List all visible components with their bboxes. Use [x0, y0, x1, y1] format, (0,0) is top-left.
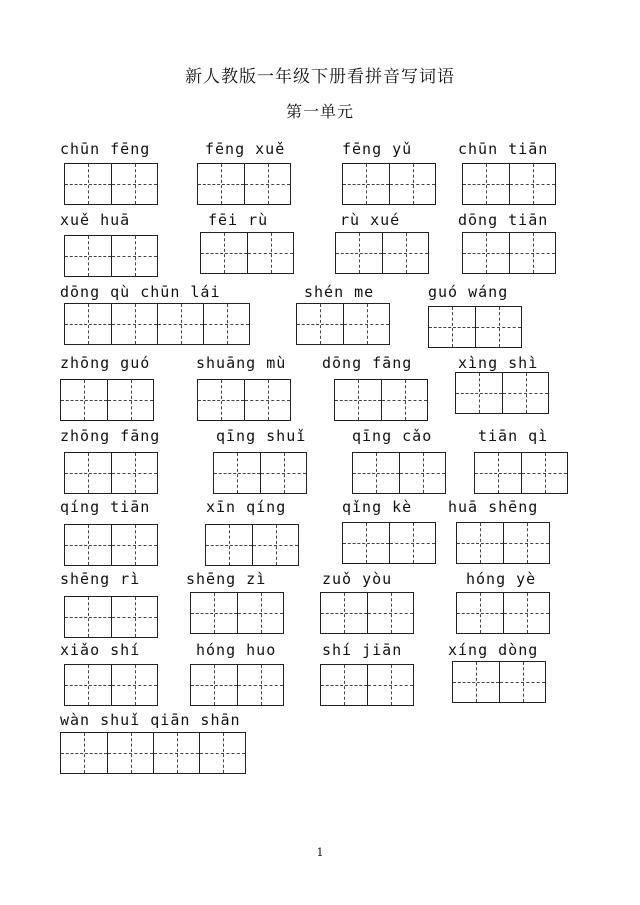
pinyin-label: xíng dòng — [448, 641, 539, 659]
writing-cell[interactable] — [191, 665, 237, 705]
writing-grid[interactable] — [462, 163, 556, 205]
writing-cell[interactable] — [457, 523, 503, 563]
writing-grid[interactable] — [64, 163, 158, 205]
writing-cell[interactable] — [475, 307, 521, 347]
writing-cell[interactable] — [389, 523, 435, 563]
writing-cell[interactable] — [502, 373, 548, 413]
pinyin-label: qīng cǎo — [352, 427, 433, 445]
pinyin-label: dōng fāng — [322, 354, 413, 372]
writing-grid[interactable] — [64, 664, 158, 706]
document-title: 新人教版一年级下册看拼音写词语 — [185, 67, 455, 87]
writing-grid[interactable] — [296, 303, 390, 345]
pinyin-label: xiǎo shí — [60, 641, 141, 659]
writing-cell[interactable] — [244, 164, 290, 204]
writing-grid[interactable] — [64, 524, 158, 566]
writing-cell[interactable] — [111, 665, 157, 705]
writing-grid[interactable] — [190, 664, 284, 706]
writing-cell[interactable] — [503, 523, 549, 563]
writing-cell[interactable] — [456, 373, 502, 413]
pinyin-label: tiān qì — [478, 427, 549, 445]
writing-cell[interactable] — [247, 233, 293, 273]
pinyin-label: shí jiān — [322, 641, 403, 659]
writing-cell[interactable] — [503, 593, 549, 633]
pinyin-label: guó wáng — [428, 283, 509, 301]
writing-cell[interactable] — [367, 593, 413, 633]
writing-cell[interactable] — [353, 453, 399, 493]
writing-grid[interactable] — [197, 379, 291, 421]
pinyin-label: shén me — [304, 283, 375, 301]
pinyin-label: hóng huo — [196, 641, 277, 659]
writing-cell[interactable] — [111, 525, 157, 565]
writing-grid[interactable] — [428, 306, 522, 348]
pinyin-label: huā shēng — [448, 498, 539, 516]
writing-cell[interactable] — [381, 380, 427, 420]
writing-cell[interactable] — [65, 665, 111, 705]
writing-cell[interactable] — [198, 380, 244, 420]
writing-cell[interactable] — [65, 597, 111, 637]
writing-cell[interactable] — [252, 525, 298, 565]
writing-cell[interactable] — [343, 164, 389, 204]
writing-cell[interactable] — [336, 233, 382, 273]
writing-cell[interactable] — [260, 453, 306, 493]
writing-grid[interactable] — [342, 163, 436, 205]
writing-cell[interactable] — [111, 453, 157, 493]
pinyin-label: zhōng fāng — [60, 427, 161, 445]
writing-grid[interactable] — [320, 664, 414, 706]
writing-cell[interactable] — [509, 233, 555, 273]
pinyin-label: fēng yǔ — [342, 140, 413, 158]
writing-cell[interactable] — [521, 453, 567, 493]
writing-cell[interactable] — [199, 733, 245, 773]
writing-cell[interactable] — [65, 164, 111, 204]
writing-grid[interactable] — [60, 379, 154, 421]
writing-grid[interactable] — [64, 452, 158, 494]
pinyin-label: xìng shì — [458, 354, 539, 372]
writing-grid[interactable] — [352, 452, 446, 494]
pinyin-label: rù xué — [340, 211, 401, 229]
writing-cell[interactable] — [389, 164, 435, 204]
writing-grid[interactable] — [455, 372, 549, 414]
writing-cell[interactable] — [61, 380, 107, 420]
writing-cell[interactable] — [453, 662, 499, 702]
writing-cell[interactable] — [157, 304, 203, 344]
writing-grid[interactable] — [190, 592, 284, 634]
writing-cell[interactable] — [457, 593, 503, 633]
writing-cell[interactable] — [382, 233, 428, 273]
writing-cell[interactable] — [244, 380, 290, 420]
writing-cell[interactable] — [206, 525, 252, 565]
pinyin-label: dōng tiān — [458, 211, 549, 229]
writing-grid[interactable] — [213, 452, 307, 494]
pinyin-label: zhōng guó — [60, 354, 151, 372]
writing-grid[interactable] — [64, 303, 250, 345]
pinyin-label: xīn qíng — [206, 498, 287, 516]
pinyin-label: wàn shuǐ qiān shān — [60, 711, 241, 729]
writing-cell[interactable] — [343, 304, 389, 344]
writing-grid[interactable] — [200, 232, 294, 274]
writing-grid[interactable] — [60, 732, 246, 774]
pinyin-label: shēng zì — [186, 570, 267, 588]
writing-grid[interactable] — [474, 452, 568, 494]
writing-cell[interactable] — [343, 523, 389, 563]
writing-cell[interactable] — [203, 304, 249, 344]
writing-grid[interactable] — [64, 596, 158, 638]
pinyin-label: qīng shuǐ — [216, 427, 307, 445]
writing-grid[interactable] — [335, 232, 429, 274]
unit-title: 第一单元 — [285, 102, 354, 121]
pinyin-label: shēng rì — [60, 570, 141, 588]
writing-cell[interactable] — [111, 597, 157, 637]
writing-cell[interactable] — [111, 304, 157, 344]
pinyin-label: xuě huā — [60, 211, 131, 229]
writing-cell[interactable] — [475, 453, 521, 493]
writing-cell[interactable] — [499, 662, 545, 702]
writing-cell[interactable] — [65, 453, 111, 493]
writing-cell[interactable] — [201, 233, 247, 273]
writing-grid[interactable] — [342, 522, 436, 564]
writing-cell[interactable] — [111, 236, 157, 276]
writing-grid[interactable] — [205, 524, 299, 566]
pinyin-label: chūn fēng — [60, 140, 151, 158]
writing-grid[interactable] — [452, 661, 546, 703]
writing-cell[interactable] — [297, 304, 343, 344]
writing-cell[interactable] — [65, 236, 111, 276]
pinyin-label: fēi rù — [208, 211, 269, 229]
page-number: 1 — [316, 846, 324, 859]
writing-grid[interactable] — [197, 163, 291, 205]
pinyin-label: fēng xuě — [205, 140, 286, 158]
writing-cell[interactable] — [65, 304, 111, 344]
writing-cell[interactable] — [321, 593, 367, 633]
pinyin-label: qǐng kè — [342, 498, 413, 516]
writing-cell[interactable] — [61, 733, 107, 773]
writing-cell[interactable] — [509, 164, 555, 204]
writing-grid[interactable] — [456, 592, 550, 634]
writing-cell[interactable] — [321, 665, 367, 705]
pinyin-label: dōng qù chūn lái — [60, 283, 221, 301]
writing-cell[interactable] — [191, 593, 237, 633]
writing-cell[interactable] — [399, 453, 445, 493]
writing-cell[interactable] — [107, 380, 153, 420]
writing-cell[interactable] — [214, 453, 260, 493]
writing-grid[interactable] — [456, 522, 550, 564]
pinyin-label: hóng yè — [466, 570, 537, 588]
writing-cell[interactable] — [111, 164, 157, 204]
writing-grid[interactable] — [320, 592, 414, 634]
writing-cell[interactable] — [463, 164, 509, 204]
pinyin-label: zuǒ yòu — [322, 570, 393, 588]
writing-cell[interactable] — [237, 593, 283, 633]
writing-cell[interactable] — [429, 307, 475, 347]
writing-grid[interactable] — [334, 379, 428, 421]
writing-cell[interactable] — [463, 233, 509, 273]
writing-cell[interactable] — [65, 525, 111, 565]
pinyin-label: chūn tiān — [458, 140, 549, 158]
pinyin-label: shuāng mù — [196, 354, 287, 372]
writing-grid[interactable] — [462, 232, 556, 274]
writing-cell[interactable] — [237, 665, 283, 705]
writing-grid[interactable] — [64, 235, 158, 277]
writing-cell[interactable] — [335, 380, 381, 420]
writing-cell[interactable] — [153, 733, 199, 773]
pinyin-label: qíng tiān — [60, 498, 151, 516]
writing-cell[interactable] — [198, 164, 244, 204]
writing-cell[interactable] — [367, 665, 413, 705]
writing-cell[interactable] — [107, 733, 153, 773]
